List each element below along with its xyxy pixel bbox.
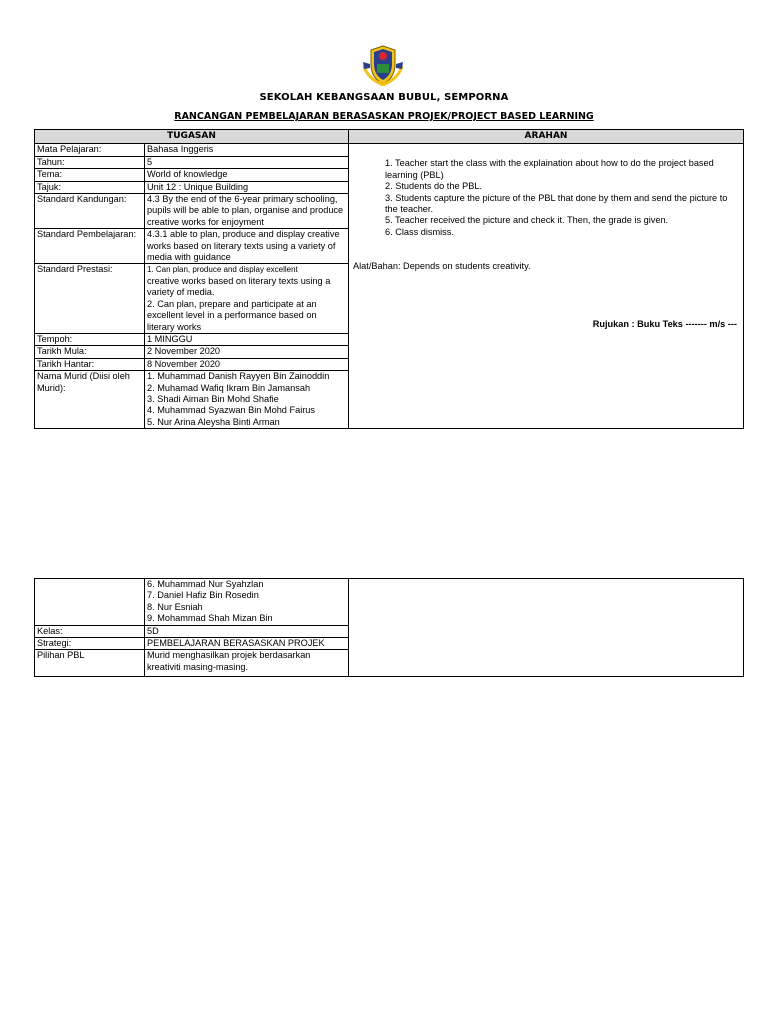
student-name: 1. Muhammad Danish Rayyen Bin Zainoddin [147,371,330,382]
prestasi-text: creative works based on literary texts using a variety of media. [147,275,331,298]
student-name: 8. Nur Esniah [147,601,203,612]
row-value: 5 [145,156,349,168]
row-label: Tahun: [35,156,145,168]
row-label: Standard Prestasi: [35,264,145,333]
row-label: Tarikh Mula: [35,346,145,358]
row-label: Tema: [35,169,145,181]
row-label: Tajuk: [35,181,145,193]
row-label: Pilihan PBL [35,650,145,677]
row-value [145,264,349,333]
row-label: Nama Murid (Diisi oleh Murid): [35,371,145,429]
table-row [35,144,744,156]
row-value: 5D [145,625,349,637]
arahan-steps [385,158,729,238]
arahan-step: 5. Teacher received the picture and check it. Then, the grade is given. [385,215,669,226]
plan-table-1 [34,129,744,429]
student-name: 2. Muhamad Wafiq Ikram Bin Jamansah [147,382,311,393]
row-value: 8 November 2020 [145,358,349,370]
row-value: Bahasa Inggeris [145,144,349,156]
rujukan: Rujukan : Buku Teks ------- m/s --- [592,319,737,330]
school-crest-logo [361,44,405,86]
table-header-row [35,130,744,144]
row-label: Tempoh: [35,333,145,345]
header-tugasan: TUGASAN [35,130,349,144]
student-name: 3. Shadi Aiman Bin Mohd Shafie [147,393,279,404]
row-label: Standard Kandungan: [35,194,145,229]
prestasi-line-small: 1. Can plan, produce and display excellent [147,265,298,275]
row-label [35,579,145,626]
prestasi-text-2: 2. Can plan, prepare and participate at an excellent level in a performance based on literary works [147,298,317,332]
row-value: World of knowledge [145,169,349,181]
student-name: 4. Muhammad Syazwan Bin Mohd Fairus [147,405,315,416]
arahan-step: 6. Class dismiss. [385,226,454,237]
row-label: Kelas: [35,625,145,637]
names-cell [145,371,349,429]
arahan-cell-empty [349,579,744,677]
row-label: Standard Pembelajaran: [35,229,145,264]
arahan-step: 3. Students capture the picture of the PBL that done by them and send the picture to the teacher. [385,192,728,215]
table-row [35,579,744,626]
row-value: 2 November 2020 [145,346,349,358]
row-value: Unit 12 : Unique Building [145,181,349,193]
row-label: Tarikh Hantar: [35,358,145,370]
school-name: SEKOLAH KEBANGSAAN BUBUL, SEMPORNA [259,92,509,103]
row-value: Murid menghasilkan projek berdasarkan kreativiti masing-masing. [145,650,349,677]
student-name: 5. Nur Arina Aleysha Binti Arman [147,416,280,427]
arahan-cell [349,144,744,429]
row-value: 4.3 By the end of the 6-year primary schooling, pupils will be able to plan, organise and produce creative works for enjoyment [145,194,349,229]
student-name: 7. Daniel Hafiz Bin Rosedin [147,590,259,601]
row-value: PEMBELAJARAN BERASASKAN PROJEK [145,638,349,650]
row-label: Mata Pelajaran: [35,144,145,156]
row-value: 4.3.1 able to plan, produce and display creative works based on literary texts using a variety of media with guidance [145,229,349,264]
student-name: 6. Muhammad Nur Syahzlan [147,579,264,589]
arahan-step: 2. Students do the PBL. [385,181,483,192]
alat-bahan: Alat/Bahan: Depends on students creativity. [353,261,531,272]
student-name: 9. Mohammad Shah Mizan Bin [147,613,273,624]
plan-table-2 [34,578,744,677]
names-cell [145,579,349,626]
arahan-step: 1. Teacher start the class with the explaination about how to do the project based learning (PBL) [385,158,714,180]
document-title: RANCANGAN PEMBELAJARAN BERASASKAN PROJEK/PROJECT BASED LEARNING [174,111,594,122]
row-label: Strategi: [35,638,145,650]
header-arahan: ARAHAN [349,130,744,144]
row-value: 1 MINGGU [145,333,349,345]
